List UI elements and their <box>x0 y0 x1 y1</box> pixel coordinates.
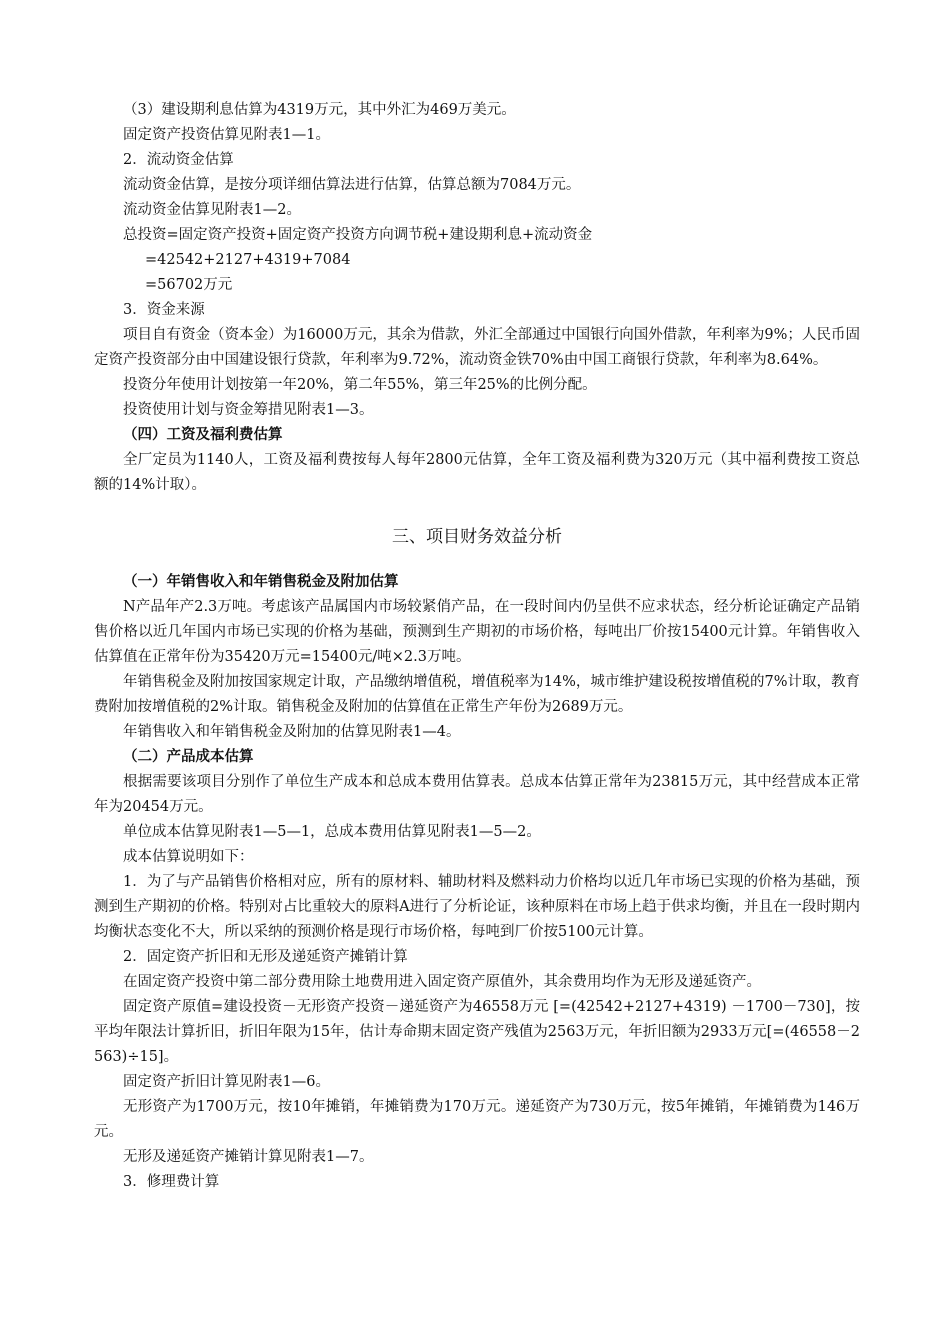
paragraph: 固定资产折旧计算见附表1—6。 <box>123 1074 330 1090</box>
paragraph: 总投资=固定资产投资+固定资产投资方向调节税+建设期利息+流动资金 <box>123 227 593 243</box>
paragraph: 固定资产投资估算见附表1—1。 <box>123 127 330 143</box>
paragraph: 流动资金估算见附表1—2。 <box>123 202 301 218</box>
paragraph: 3．资金来源 <box>123 302 205 318</box>
paragraph: =42542+2127+4319+7084 <box>145 252 351 268</box>
section-part-1 <box>94 98 860 498</box>
paragraph: 全厂定员为1140人，工资及福利费按每人每年2800元估算，全年工资及福利费为320万元（其中福利费按工资总额的14%计取）。 <box>94 452 860 493</box>
document-body <box>94 98 860 1195</box>
paragraph: 项目自有资金（资本金）为16000万元，其余为借款，外汇全部通过中国银行向国外借款，年利率为9%；人民币固定资产投资部分由中国建设银行贷款，年利率为9.72%，流动资金铁70%由中国工商银行贷款，年利率为8.64%。 <box>94 327 860 368</box>
section-part-2 <box>94 570 860 1195</box>
paragraph: 3．修理费计算 <box>123 1174 220 1190</box>
paragraph: 无形资产为1700万元，按10年摊销，年摊销费为170万元。递延资产为730万元，按5年摊销，年摊销费为146万元。 <box>94 1099 860 1140</box>
paragraph: =56702万元 <box>145 277 233 293</box>
paragraph: （3）建设期利息估算为4319万元，其中外汇为469万美元。 <box>123 102 516 118</box>
section-heading: 三、项目财务效益分析 <box>392 527 562 547</box>
paragraph: 投资使用计划与资金筹措见附表1—3。 <box>123 402 374 418</box>
subsection-heading: （二）产品成本估算 <box>123 749 254 765</box>
paragraph: 固定资产原值=建设投资－无形资产投资－递延资产为46558万元 [=(42542+2127+4319) －1700－730]，按平均年限法计算折旧，折旧年限为15年，估计寿命期末固定资产残值为2563万元，年折旧额为2933万元[=(46558－2563)÷15]。 <box>94 999 860 1065</box>
paragraph: 1．为了与产品销售价格相对应，所有的原材料、辅助材料及燃料动力价格均以近几年市场已实现的价格为基础，预测到生产期初的价格。特别对占比重较大的原料A进行了分析论证，该种原料在市场上趋于供求均衡，并且在一段时期内均衡状态变化不大，所以采纳的预测价格是现行市场价格，每吨到厂价按5100元计算。 <box>94 874 860 940</box>
paragraph: 2．流动资金估算 <box>123 152 234 168</box>
paragraph: 根据需要该项目分别作了单位生产成本和总成本费用估算表。总成本估算正常年为23815万元，其中经营成本正常年为20454万元。 <box>94 774 860 815</box>
paragraph: 无形及递延资产摊销计算见附表1—7。 <box>123 1149 374 1165</box>
paragraph: 投资分年使用计划按第一年20%，第二年55%，第三年25%的比例分配。 <box>123 377 597 393</box>
paragraph: 在固定资产投资中第二部分费用除土地费用进入固定资产原值外，其余费用均作为无形及递延资产。 <box>123 974 761 990</box>
paragraph: 流动资金估算，是按分项详细估算法进行估算，估算总额为7084万元。 <box>123 177 581 193</box>
paragraph: 年销售收入和年销售税金及附加的估算见附表1—4。 <box>123 724 461 740</box>
paragraph: 2．固定资产折旧和无形及递延资产摊销计算 <box>123 949 408 965</box>
subsection-heading: （一）年销售收入和年销售税金及附加估算 <box>123 574 399 590</box>
subsection-heading: （四）工资及福利费估算 <box>123 427 283 443</box>
paragraph: 成本估算说明如下： <box>123 849 254 865</box>
paragraph: N产品年产2.3万吨。考虑该产品属国内市场较紧俏产品，在一段时间内仍呈供不应求状态，经分析论证确定产品销售价格以近几年国内市场已实现的价格为基础，预测到生产期初的市场价格，每吨出厂价按15400元计算。年销售收入估算值在正常年份为35420万元=15400元/吨×2.3万吨。 <box>94 599 860 665</box>
paragraph: 单位成本估算见附表1—5—1，总成本费用估算见附表1—5—2。 <box>123 824 541 840</box>
paragraph: 年销售税金及附加按国家规定计取，产品缴纳增值税，增值税率为14%，城市维护建设税按增值税的7%计取，教育费附加按增值税的2%计取。销售税金及附加的估算值在正常生产年份为2689万元。 <box>94 674 860 715</box>
